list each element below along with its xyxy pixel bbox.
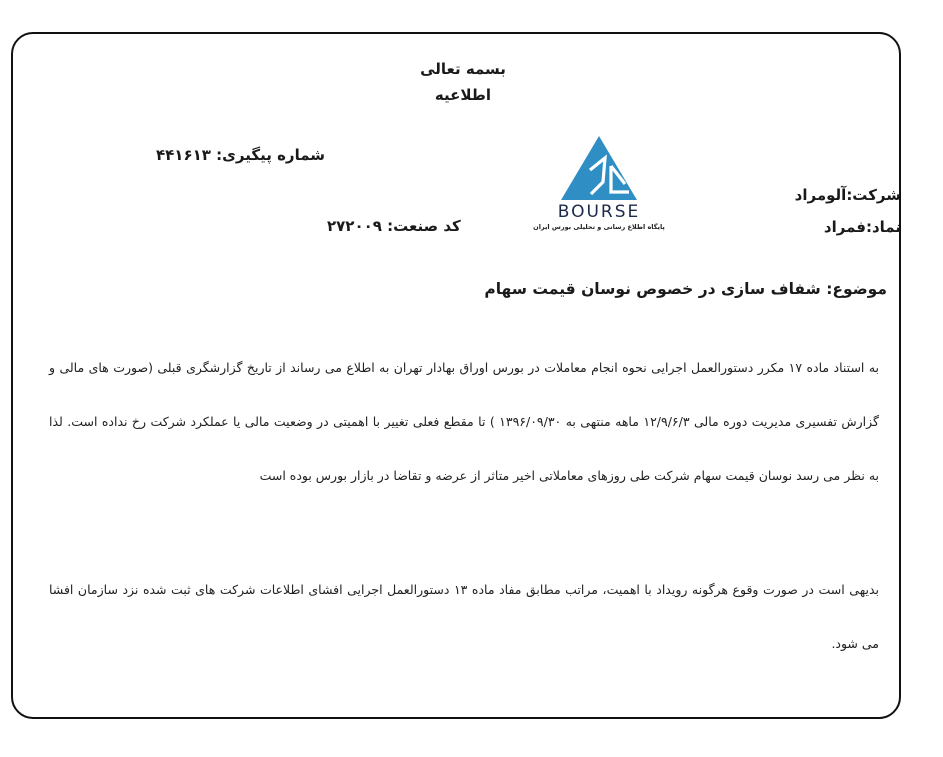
body-paragraph-2: بدیهی است در صورت وقوع هرگونه رویداد با اهمیت، مراتب مطابق مفاد ماده ۱۳ دستورالعمل اجرایی افشای اطلاعات شرکت های ثبت شده نزد سازمان افشا می شود. — [49, 582, 879, 651]
invocation-heading: بسمه تعالی — [420, 60, 506, 78]
body-paragraph-1: به استناد ماده ۱۷ مکرر دستورالعمل اجرایی نحوه انجام معاملات در بورس اوراق بهادار تهران به اطلاع می رساند از تاریخ گزارشگری قبلی (صورت های مالی و گزارش تفسیری مدیریت دوره مالی ۱۲/۹/۶/۳ ماهه منتهی به ۱۳۹۶/۰۹/۳۰ ) تا مقطع فعلی تغییر با اهمیتی در وضعیت مالی یا عملکرد شرکت رخ نداده است. لذا به نظر می رسد نوسان قیمت سهام شرکت طی روزهای معاملاتی اخیر متاثر از عرضه و تقاضا در بازار بورس بوده است — [49, 360, 879, 483]
tracking-number — [156, 146, 325, 164]
company-value: آلومراد — [794, 186, 847, 204]
bourse-wordmark: BOURSE — [557, 202, 641, 222]
company-label: شرکت: — [846, 186, 901, 204]
industry-code-value: ۲۷۲۰۰۹ — [327, 217, 382, 235]
subject-text: شفاف سازی در خصوص نوسان قیمت سهام — [484, 280, 821, 298]
tracking-number-value: ۴۴۱۶۱۳ — [156, 146, 211, 164]
tracking-number-label: شماره پیگیری: — [216, 146, 326, 164]
bourse-tagline: پایگاه اطلاع رسانی و تحلیلی بورس ایران — [533, 223, 665, 231]
subject-label: موضوع: — [826, 280, 887, 298]
bourse-24-logo-icon — [533, 118, 665, 202]
symbol-value: فمراد — [823, 218, 866, 236]
industry-code — [327, 217, 461, 235]
industry-code-label: کد صنعت: — [387, 217, 461, 235]
notice-title: اطلاعیه — [434, 86, 492, 104]
company-line — [795, 186, 901, 204]
symbol-label: نماد: — [865, 218, 901, 236]
subject-line — [484, 280, 887, 298]
symbol-line — [824, 218, 901, 236]
bourse-logo — [533, 118, 665, 238]
